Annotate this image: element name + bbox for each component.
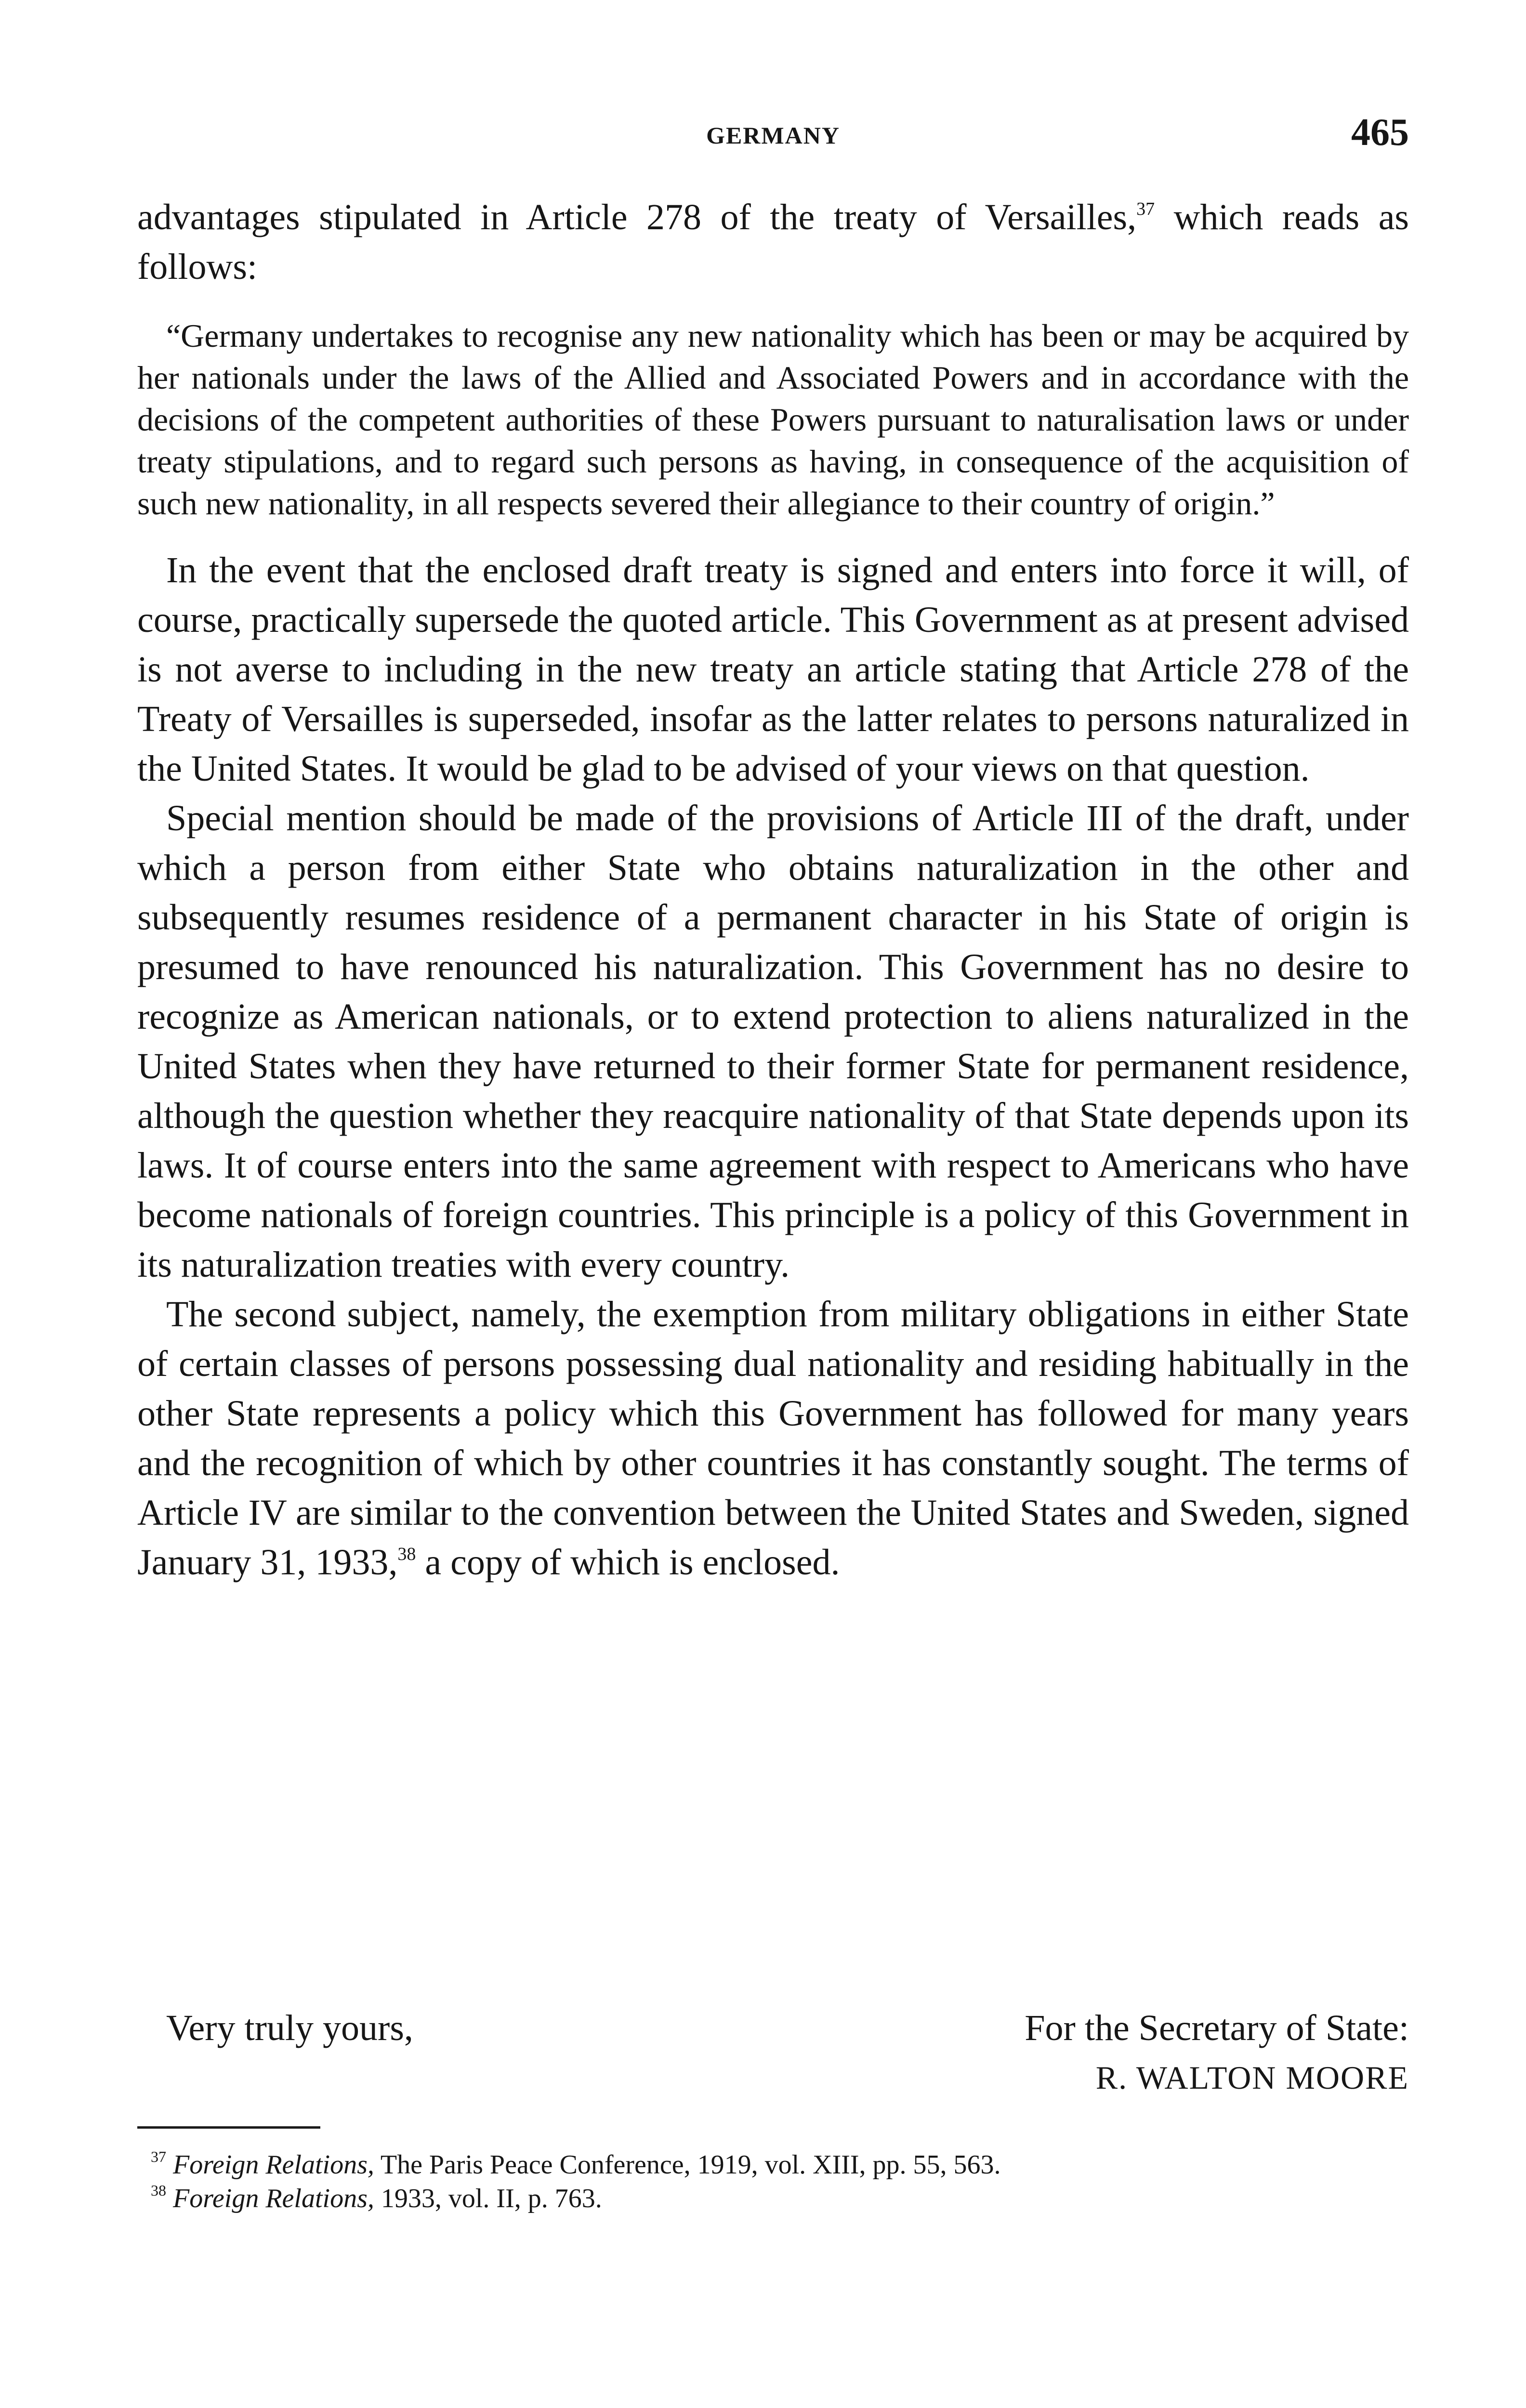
opening-paragraph	[137, 193, 1409, 292]
signature-block	[1025, 2003, 1409, 2103]
running-head	[137, 111, 1409, 164]
body-text	[137, 193, 1409, 1587]
footnotes	[137, 2148, 1409, 2215]
letter-closing	[137, 2003, 1409, 2109]
footnote-source-title: Foreign Relations,	[173, 2184, 374, 2213]
opening-paragraph-text: advantages stipulated in Article 278 of the treaty of Versailles,	[137, 197, 1137, 237]
footnote-38	[137, 2182, 1409, 2215]
running-title: GERMANY	[706, 122, 840, 149]
paragraph-article-iii: Special mention should be made of the provisions of Article III of the draft, under which a person from either State who obtains naturalization in the other and subsequently resumes residence of a permanent character in his State of origin is presumed to have renounced his naturalization. This Government has no desire to recognize as American nationals, or to extend protection to aliens naturalized in the United States when they have returned to their former State for permanent residence, although the question whether they reacquire nationality of that State depends upon its laws. It of course enters into the same agreement with respect to Americans who have become nationals of foreign countries. This principle is a policy of this Government in its naturalization treaties with every country.	[137, 798, 1409, 1285]
paragraph-military-obligations	[137, 1290, 1409, 1587]
quoted-article-278	[137, 315, 1409, 524]
footnote-reference-37: 37	[1136, 199, 1155, 219]
paragraph-draft-treaty: In the event that the enclosed draft treaty is signed and enters into force it will, of course, practically supersede the quoted article. This Government as at present advised is not averse to including in the new treaty an article stating that Article 278 of the Treaty of Versailles is superseded, insofar as the latter relates to persons naturalized in the United States. It would be glad to be advised of your views on that question.	[137, 550, 1409, 789]
opening-paragraph-tail: which reads as follows:	[137, 197, 1409, 287]
footnote-citation: The Paris Peace Conference, 1919, vol. XIII, pp. 55, 563.	[374, 2150, 1001, 2180]
paragraph-military-obligations-tail: a copy of which is enclosed.	[416, 1542, 840, 1583]
quoted-article-text: “Germany undertakes to recognise any new nationality which has been or may be acquired by her nationals under the laws of the Allied and Associated Powers and in accordance with the decisions of the competent authorities of these Powers pursuant to naturalisation laws or under treaty stipulations, and to regard such persons as having, in consequence of the acquisition of such new nationality, in all respects severed their allegiance to their country of origin.”	[137, 317, 1409, 522]
footnote-37	[137, 2148, 1409, 2182]
footnote-marker: 37	[151, 2148, 166, 2165]
signature-line: For the Secretary of State:	[1025, 2008, 1409, 2048]
footnote-marker: 38	[151, 2182, 166, 2199]
page-number: 465	[1351, 111, 1409, 154]
footnote-separator	[137, 2126, 320, 2129]
footnote-source-title: Foreign Relations,	[173, 2150, 374, 2180]
footnote-citation: 1933, vol. II, p. 763.	[374, 2184, 602, 2213]
complimentary-close: Very truly yours,	[166, 2008, 413, 2048]
paragraph-military-obligations-text: The second subject, namely, the exemption from military obligations in either State of certain classes of persons possessing dual nationality and residing habitually in the other State represents a policy which this Government has followed for many years and the recognition of which by other countries it has constantly sought. The terms of Article IV are similar to the convention between the United States and Sweden, signed January 31, 1933,	[137, 1294, 1409, 1583]
footnote-reference-38: 38	[397, 1544, 416, 1564]
signer-name: R. WALTON MOORE	[1095, 2059, 1409, 2096]
